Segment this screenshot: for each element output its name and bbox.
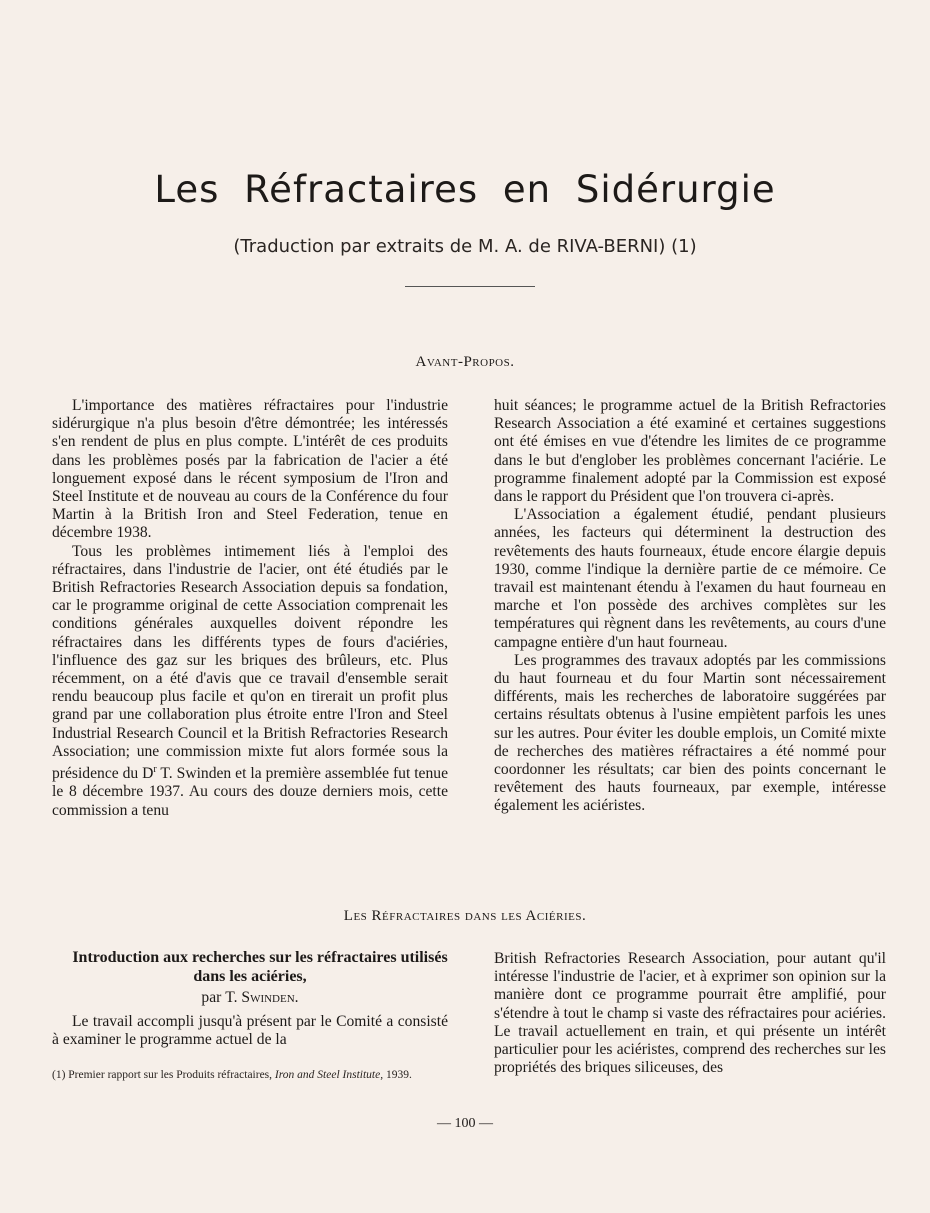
paragraph: Le travail accompli jusqu'à présent par le Comité a consisté à examiner le programme actuel de la xyxy=(52,1013,448,1049)
title-divider xyxy=(405,286,535,287)
left-column-1 xyxy=(52,397,448,820)
byline: par T. Swinden. xyxy=(201,989,299,1006)
page-number: — 100 — xyxy=(437,1116,493,1131)
footnote: (1) Premier rapport sur les Produits réfractaires, Iron and Steel Institute, 1939. xyxy=(52,1069,412,1081)
paragraph: huit séances; le programme actuel de la British Refractories Research Association a été examiné et certaines suggestions ont été émises en vue d'étendre les limites de ce programme dans le but d'englober les problèmes concernant l'aciérie. Le programme finalement adopté par la Commission est exposé dans le rapport du Président que l'on trouvera ci-après. xyxy=(494,397,886,506)
paragraph: British Refractories Research Association, pour autant qu'il intéresse l'industrie de l'acier, et à exprimer son opinion sur la manière dont ce programme pourrait être amplifié, pour s'étendre à tout le champ si vaste des réfractaires pour aciéries. Le travail actuellement en train, et qui présente un intérêt particulier pour les aciéristes, comprend des recherches sur les propriétés des briques siliceuses, des xyxy=(494,950,886,1077)
paragraph: Les programmes des travaux adoptés par les commissions du haut fourneau et du four Martin sont nécessairement différents, mais les recherches de laboratoire suggérées par certains résultats obtenus à l'usine empiètent parfois les unes sur les autres. Pour éviter les double emplois, un Comité mixte de recherches des matières réfractaires a été nommé pour coordonner les résultats; car bien des points concernant le revêtement des hauts fourneaux, par exemple, intéresse également les aciéristes. xyxy=(494,651,886,815)
paragraph: Tous les problèmes intimement liés à l'emploi des réfractaires, dans l'industrie de l'acier, ont été étudiés par le British Refractories Research Association depuis sa fondation, car le programme original de cette Association comprenait les conditions générales auxquelles doivent répondre les réfractaires dans les différents types de fours d'aciéries, l'influence des gaz sur les briques des brûleurs, etc. Plus récemment, on a été d'avis que ce travail d'ensemble serait rendu beaucoup plus facile et qu'on en tirerait un profit plus grand par une collaboration plus étroite entre l'Iron and Steel Industrial Research Council et la British Refractories Research Association; une commission mixte fut alors formée sous la présidence du $D^r$ T. Swinden et la première assemblée fut tenue le 8 décembre 1937. Au cours des douze derniers mois, cette commission a tenu xyxy=(52,542,448,819)
section-heading-avant-propos: Avant-Propos. xyxy=(415,354,515,370)
paragraph: L'importance des matières réfractaires pour l'industrie sidérurgique n'a plus besoin d'être démontrée; les intéressés s'en rendent de plus en plus compte. L'intérêt de ces produits dans les problèmes posés par la fabrication de l'acier a été longuement exposé dans le récent symposium de l'Iron and Steel Institute et de nouveau au cours de la Conférence du four Martin à la British Iron and Steel Federation, tenue en décembre 1938. xyxy=(52,397,448,542)
article-title: Les Réfractaires en Sidérurgie xyxy=(154,168,776,211)
article-subtitle: (Traduction par extraits de M. A. de RIVA-BERNI) (1) xyxy=(233,236,697,257)
author-name: T. Swinden. xyxy=(225,989,299,1006)
paragraph: L'Association a également étudié, pendant plusieurs années, les facteurs qui déterminent la destruction des revêtements des hauts fourneaux, étude encore élargie depuis 1930, comme l'indique la dernière partie de ce mémoire. Ce travail est maintenant étendu à l'examen du haut fourneau en marche et l'on possède des archives complètes sur les températures qui règnent dans les revêtements, au cours d'une campagne entière d'un haut fourneau. xyxy=(494,506,886,651)
intro-title: Introduction aux recherches sur les réfractaires utilisés dans les aciéries, xyxy=(72,949,448,985)
right-column-2 xyxy=(494,950,886,1077)
right-column-1 xyxy=(494,397,886,816)
section-heading-refractaires: Les Réfractaires dans les Aciéries. xyxy=(343,908,587,924)
left-column-2 xyxy=(52,948,448,1050)
